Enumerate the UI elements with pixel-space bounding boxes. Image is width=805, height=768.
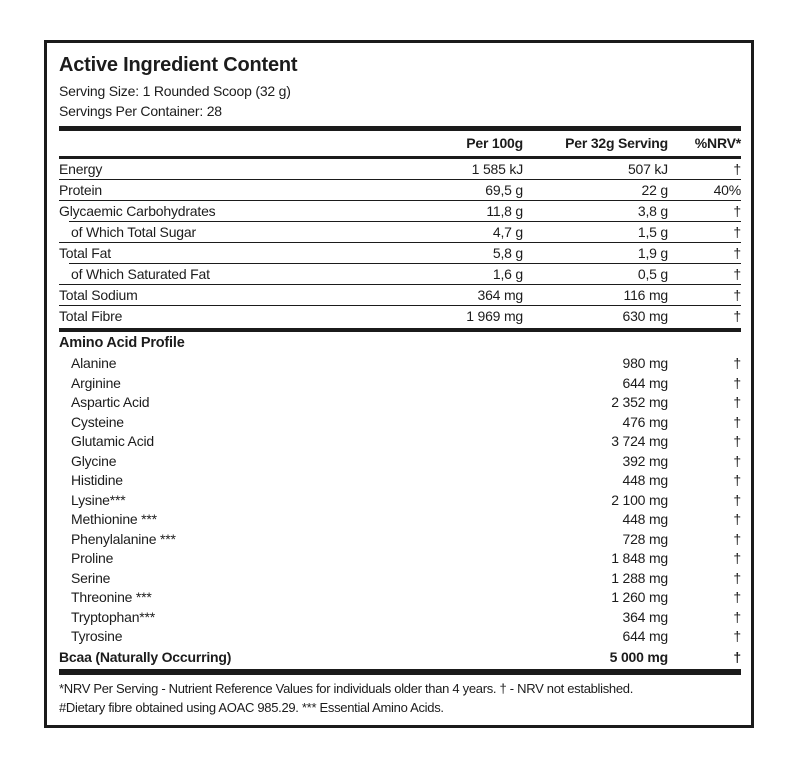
row-per32g: 476 mg <box>622 413 668 430</box>
amino-row-histidine <box>59 471 741 491</box>
row-nrv: † <box>733 491 741 508</box>
footnotes-block <box>59 679 741 717</box>
row-per100g: 364 mg <box>477 287 523 303</box>
row-label: Bcaa (Naturally Occurring) <box>59 648 232 665</box>
row-label: Energy <box>59 161 103 177</box>
column-header-row <box>59 131 741 156</box>
row-label: Phenylalanine *** <box>71 530 176 547</box>
amino-row-tryptophan <box>59 608 741 628</box>
row-per32g: 630 mg <box>622 308 668 324</box>
amino-row-glycine <box>59 452 741 472</box>
table-row-sodium <box>59 285 741 305</box>
footnote-fibre: #Dietary fibre obtained using AOAC 985.29. *** Essential Amino Acids. <box>59 699 444 715</box>
table-row-fibre <box>59 306 741 326</box>
amino-row-cysteine <box>59 413 741 433</box>
nutrition-facts-panel <box>44 40 754 728</box>
row-nrv: † <box>733 648 741 665</box>
row-nrv: † <box>733 413 741 430</box>
row-nrv: † <box>733 452 741 469</box>
serving-size-text: Serving Size: 1 Rounded Scoop (32 g) <box>59 83 291 99</box>
row-label: of Which Saturated Fat <box>71 266 210 282</box>
row-per32g: 22 g <box>641 182 668 198</box>
row-nrv: † <box>733 569 741 586</box>
panel-title: Active Ingredient Content <box>59 54 298 76</box>
row-per100g: 1,6 g <box>492 266 523 282</box>
amino-row-methionine <box>59 510 741 530</box>
table-row-total-sugar <box>59 222 741 242</box>
column-header-per100g: Per 100g <box>466 135 523 151</box>
row-label: Glycine <box>71 452 117 469</box>
row-label: Total Sodium <box>59 287 138 303</box>
row-label: Lysine*** <box>71 491 126 508</box>
footnote-nrv: *NRV Per Serving - Nutrient Reference Values for individuals older than 4 years. † - NRV not established. <box>59 680 634 696</box>
row-nrv: † <box>733 355 741 371</box>
row-label: Tryptophan*** <box>71 608 156 625</box>
row-per100g: 4,7 g <box>492 224 523 240</box>
row-per32g: 0,5 g <box>637 266 668 282</box>
row-nrv: † <box>733 589 741 605</box>
row-per32g: 644 mg <box>622 374 668 391</box>
row-label: Protein <box>59 182 102 198</box>
row-nrv: † <box>733 266 741 282</box>
amino-row-aspartic-acid <box>59 393 741 413</box>
row-label: Histidine <box>71 472 123 488</box>
row-per100g: 69,5 g <box>485 182 523 198</box>
footer-divider-bar <box>59 669 741 675</box>
amino-row-phenylalanine <box>59 530 741 550</box>
row-per32g: 1 260 mg <box>611 589 668 605</box>
row-label: Aspartic Acid <box>71 394 150 410</box>
row-per32g: 1,9 g <box>637 245 668 261</box>
row-label: Alanine <box>71 355 117 371</box>
row-nrv: † <box>733 245 741 261</box>
row-nrv: † <box>733 374 741 391</box>
row-label: Arginine <box>71 374 121 391</box>
row-per32g: 2 352 mg <box>611 394 668 410</box>
column-header-nrv: %NRV* <box>694 135 741 151</box>
row-nrv: † <box>733 161 741 177</box>
row-nrv: † <box>733 472 741 488</box>
row-nrv: † <box>733 308 741 324</box>
row-label: Total Fibre <box>59 308 123 324</box>
table-row-energy <box>59 159 741 179</box>
row-nrv: † <box>733 203 741 219</box>
amino-row-lysine <box>59 491 741 511</box>
row-per32g: 1 288 mg <box>611 569 668 586</box>
row-nrv: † <box>733 608 741 625</box>
row-label: of Which Total Sugar <box>71 224 196 240</box>
row-per32g: 3,8 g <box>637 203 668 219</box>
row-nrv: 40% <box>713 182 741 198</box>
row-nrv: † <box>733 550 741 566</box>
amino-row-proline <box>59 549 741 569</box>
row-per32g: 507 kJ <box>627 161 668 177</box>
row-label: Methionine *** <box>71 511 157 527</box>
row-per100g: 5,8 g <box>492 245 523 261</box>
table-row-saturated-fat <box>59 264 741 284</box>
amino-row-tyrosine <box>59 627 741 647</box>
row-label: Total Fat <box>59 245 111 261</box>
table-row-total-fat <box>59 243 741 263</box>
row-per32g: 1,5 g <box>637 224 668 240</box>
table-row-bcaa-total <box>59 647 741 667</box>
row-per32g: 116 mg <box>623 287 668 303</box>
row-label: Glutamic Acid <box>71 433 154 449</box>
row-nrv: † <box>733 287 741 303</box>
amino-row-serine <box>59 569 741 589</box>
row-per32g: 728 mg <box>622 530 668 547</box>
amino-row-arginine <box>59 374 741 394</box>
row-label: Glycaemic Carbohydrates <box>59 203 216 219</box>
row-label: Threonine *** <box>71 589 152 605</box>
row-per100g: 1 585 kJ <box>471 161 523 177</box>
row-nrv: † <box>733 628 741 644</box>
row-per32g: 448 mg <box>622 511 668 527</box>
servings-per-container-text: Servings Per Container: 28 <box>59 103 222 119</box>
row-per32g: 448 mg <box>622 472 668 488</box>
row-nrv: † <box>733 394 741 410</box>
table-row-protein <box>59 180 741 200</box>
row-per32g: 364 mg <box>622 608 668 625</box>
amino-row-glutamic-acid <box>59 432 741 452</box>
row-label: Proline <box>71 550 114 566</box>
row-per32g: 980 mg <box>622 355 668 371</box>
row-nrv: † <box>733 433 741 449</box>
amino-profile-heading: Amino Acid Profile <box>59 335 185 351</box>
column-header-per-serving: Per 32g Serving <box>565 135 668 151</box>
row-nrv: † <box>733 224 741 240</box>
row-label: Cysteine <box>71 413 124 430</box>
row-per32g: 644 mg <box>622 628 668 644</box>
row-per100g: 11,8 g <box>486 203 523 219</box>
row-per32g: 5 000 mg <box>609 648 668 665</box>
row-per100g: 1 969 mg <box>466 308 523 324</box>
row-label: Serine <box>71 569 111 586</box>
row-per32g: 2 100 mg <box>611 491 668 508</box>
row-nrv: † <box>733 530 741 547</box>
table-row-carbohydrates <box>59 201 741 221</box>
amino-row-alanine <box>59 354 741 374</box>
amino-section-divider-bar <box>59 328 741 332</box>
amino-row-threonine <box>59 588 741 608</box>
row-per32g: 392 mg <box>622 452 668 469</box>
row-nrv: † <box>733 511 741 527</box>
row-per32g: 1 848 mg <box>611 550 668 566</box>
row-label: Tyrosine <box>71 628 123 644</box>
row-per32g: 3 724 mg <box>611 433 668 449</box>
